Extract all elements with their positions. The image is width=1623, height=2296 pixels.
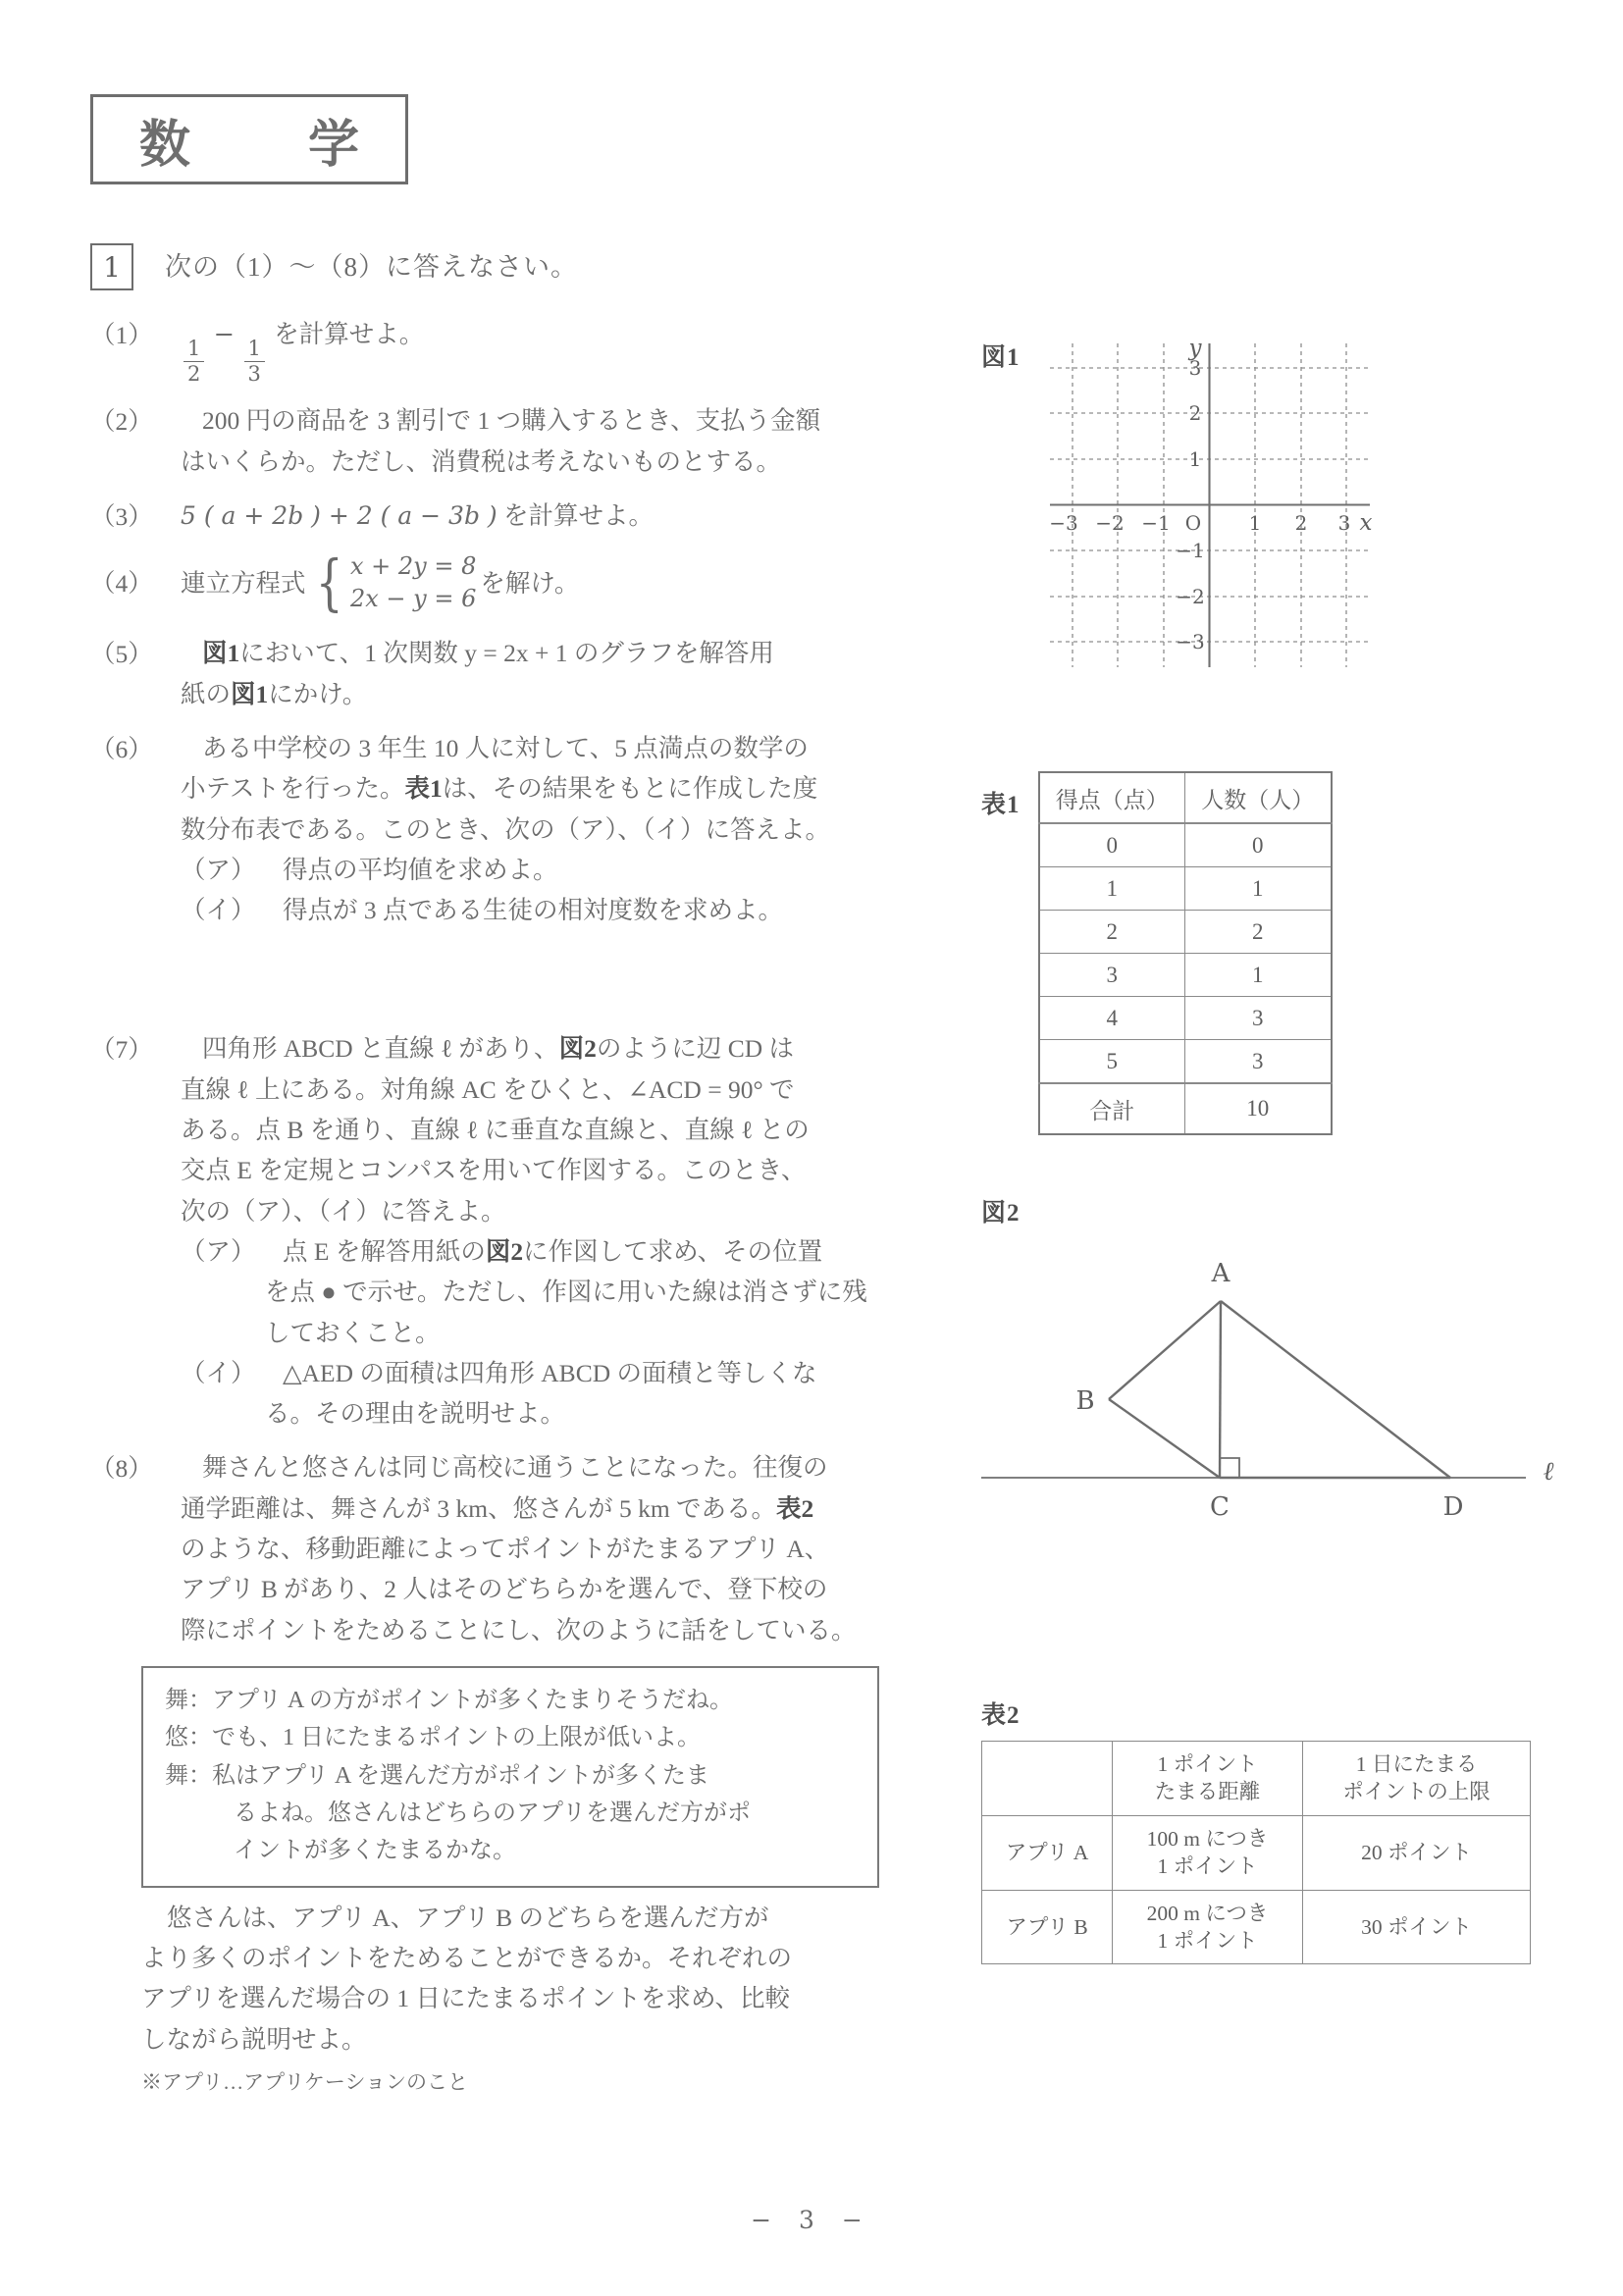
cell-app-distance bbox=[1113, 1890, 1303, 1964]
question-instruction: 次の（1）〜（8）に答えなさい。 bbox=[165, 252, 578, 282]
closing-line-4: しながら説明せよ。 bbox=[141, 2024, 367, 2054]
figure-2-label: 図2 bbox=[981, 1200, 1021, 1226]
sub-body-7-a bbox=[265, 1231, 944, 1353]
equation-system-lead: 連立方程式 bbox=[181, 568, 306, 598]
coordinate-grid-svg bbox=[1038, 334, 1382, 677]
dialogue-3-line-3: イントが多くたまるかな。 bbox=[234, 1838, 516, 1864]
distance-line-2: 1 ポイント bbox=[1157, 1854, 1258, 1879]
fraction-denominator: 2 bbox=[183, 361, 204, 385]
sub-6-a-line-1: 得点の平均値を求めよ。 bbox=[283, 855, 558, 884]
header-distance-line-2: たまる距離 bbox=[1154, 1780, 1261, 1804]
fraction-denominator: 3 bbox=[244, 361, 265, 385]
x-axis-label: x bbox=[1359, 510, 1373, 536]
dialogue-box bbox=[141, 1666, 879, 1888]
page-number: − 3 − bbox=[751, 2206, 872, 2234]
table-2 bbox=[981, 1696, 1531, 1964]
item-label-8: （8） bbox=[90, 1454, 153, 1484]
figure-1 bbox=[981, 334, 1382, 677]
sub-item-6-b bbox=[181, 890, 944, 930]
sub-7-a-line-1: 点 E を解答用紙の図2に作図して求め、その位置 bbox=[283, 1236, 823, 1266]
svg-text:−2: −2 bbox=[1094, 511, 1125, 535]
item-body-8 bbox=[181, 1447, 944, 1649]
table-row bbox=[1039, 823, 1332, 867]
question-item-4 bbox=[90, 547, 944, 619]
minus-operator: − bbox=[213, 320, 236, 349]
item-4-tail: を解け。 bbox=[480, 568, 580, 598]
vertex-label-A: A bbox=[1211, 1259, 1230, 1288]
item-7-line-5: 次の（ア）、（イ）に答えよ。 bbox=[181, 1196, 506, 1226]
sub-body-6-a bbox=[265, 850, 944, 890]
item-6-line-2: 小テストを行った。表1は、その結果をもとに作成した度 bbox=[181, 774, 818, 804]
svg-text:3: 3 bbox=[1337, 511, 1350, 535]
sub-item-6-a bbox=[181, 850, 944, 890]
header-distance-line-1: 1 ポイント bbox=[1157, 1752, 1258, 1776]
question-item-7 bbox=[90, 1028, 944, 1434]
y-axis-label: y bbox=[1188, 336, 1202, 361]
cell-total-label: 合計 bbox=[1039, 1083, 1185, 1134]
dialogue-line-3 bbox=[165, 1757, 860, 1870]
frequency-table bbox=[1038, 771, 1333, 1135]
header-cap-line-2: ポイントの上限 bbox=[1342, 1780, 1491, 1804]
subject-title-box bbox=[90, 94, 408, 184]
item-3-tail: を計算せよ。 bbox=[503, 500, 654, 530]
cell-score: 3 bbox=[1039, 954, 1185, 997]
vertex-label-B: B bbox=[1075, 1386, 1095, 1416]
svg-text:−1: −1 bbox=[1140, 511, 1171, 535]
geometry-diagram bbox=[981, 1234, 1570, 1529]
table-total-row bbox=[1039, 1083, 1332, 1134]
closing-line-2: より多くのポイントをためることができるか。それぞれの bbox=[141, 1944, 793, 1973]
svg-text:1: 1 bbox=[1248, 511, 1261, 535]
questions-column bbox=[90, 314, 944, 2109]
item-7-line-4: 交点 E を定規とコンパスを用いて作図する。このとき、 bbox=[181, 1156, 807, 1185]
figure-1-label: 図1 bbox=[981, 344, 1021, 371]
sub-label-6-b: （イ） bbox=[181, 896, 256, 925]
cell-score: 2 bbox=[1039, 911, 1185, 954]
item-1-tail: を計算せよ。 bbox=[274, 320, 425, 348]
svg-text:O: O bbox=[1184, 511, 1201, 535]
cell-app-distance bbox=[1113, 1815, 1303, 1890]
equation-lines bbox=[350, 550, 476, 615]
header-cap-line-1: 1 日にたまる bbox=[1355, 1752, 1478, 1776]
item-body-1 bbox=[181, 314, 944, 385]
distance-line-1: 200 m につき bbox=[1146, 1901, 1269, 1925]
left-brace-icon: { bbox=[315, 547, 343, 619]
item-label-5: （5） bbox=[90, 640, 153, 669]
figure-2 bbox=[981, 1193, 1570, 1534]
cell-count: 3 bbox=[1185, 1040, 1332, 1084]
dialogue-text-3 bbox=[212, 1757, 860, 1870]
cell-app-name: アプリ A bbox=[982, 1815, 1113, 1890]
item-8-line-4: アプリ B があり、2 人はそのどちらかを選んで、登下校の bbox=[181, 1575, 828, 1604]
coordinate-grid bbox=[1038, 334, 1382, 677]
table-row bbox=[1039, 954, 1332, 997]
table-header-row bbox=[982, 1742, 1531, 1816]
cell-app-cap: 30 ポイント bbox=[1303, 1890, 1531, 1964]
cell-count: 1 bbox=[1185, 954, 1332, 997]
item-body-4 bbox=[181, 547, 944, 619]
closing-line-3: アプリを選んだ場合の 1 日にたまるポイントを求め、比較 bbox=[141, 1984, 790, 2013]
item-7-line-2: 直線 ℓ 上にある。対角線 AC をひくと、∠ACD = 90° で bbox=[181, 1074, 795, 1104]
item-body-7 bbox=[181, 1028, 944, 1434]
sub-7-a-line-2: を点 ● で示せ。ただし、作図に用いた線は消さずに残 bbox=[265, 1278, 867, 1307]
item-label-2: （2） bbox=[90, 407, 153, 437]
table-2-label: 表2 bbox=[981, 1702, 1021, 1729]
sub-7-a-line-3: しておくこと。 bbox=[265, 1318, 441, 1347]
question-item-1 bbox=[90, 314, 944, 385]
item-8-line-5: 際にポイントをためることにし、次のように話をしている。 bbox=[181, 1615, 857, 1644]
sub-6-b-line-1: 得点が 3 点である生徒の相対度数を求めよ。 bbox=[283, 896, 784, 925]
table-header-cap bbox=[1303, 1742, 1531, 1816]
item-5-line-2: 紙の図1にかけ。 bbox=[181, 679, 368, 708]
item-label-6: （6） bbox=[90, 734, 153, 763]
item-body-6 bbox=[181, 728, 944, 930]
item-8-line-2: 通学距離は、舞さんが 3 km、悠さんが 5 km である。表2 bbox=[181, 1493, 814, 1523]
fraction-numerator: 1 bbox=[247, 337, 261, 361]
question-number-box bbox=[90, 243, 133, 290]
dialogue-3-line-1: 私はアプリ A を選んだ方がポイントが多くたま bbox=[212, 1762, 710, 1789]
item-8-line-3: のような、移動距離によってポイントがたまるアプリ A、 bbox=[181, 1535, 830, 1563]
item-2-line-1: 200 円の商品を 3 割引で 1 つ購入するとき、支払う金額 bbox=[202, 406, 821, 436]
item-7-line-3: ある。点 B を通り、直線 ℓ に垂直な直線と、直線 ℓ との bbox=[181, 1116, 810, 1145]
item-6-line-3: 数分布表である。このとき、次の（ア）、（イ）に答えよ。 bbox=[181, 814, 830, 844]
table-header-row bbox=[1039, 772, 1332, 823]
table-row bbox=[1039, 911, 1332, 954]
dialogue-text-2 bbox=[212, 1719, 860, 1756]
question-item-5 bbox=[90, 633, 944, 714]
item-8-line-1: 舞さんと悠さんは同じ高校に通うことになった。往復の bbox=[202, 1453, 828, 1483]
item-7-line-1: 四角形 ABCD と直線 ℓ があり、図2のように辺 CD は bbox=[202, 1034, 795, 1064]
cell-total-value: 10 bbox=[1185, 1083, 1332, 1134]
cell-score: 5 bbox=[1039, 1040, 1185, 1084]
cell-count: 3 bbox=[1185, 997, 1332, 1040]
dialogue-line-2 bbox=[165, 1719, 860, 1756]
svg-text:2: 2 bbox=[1294, 511, 1307, 535]
question-item-6 bbox=[90, 728, 944, 930]
vertex-label-D: D bbox=[1442, 1492, 1464, 1522]
svg-text:−3: −3 bbox=[1048, 511, 1078, 535]
cell-app-name: アプリ B bbox=[982, 1890, 1113, 1964]
distance-line-2: 1 ポイント bbox=[1157, 1928, 1258, 1953]
sub-7-b-line-1: △AED の面積は四角形 ABCD の面積と等しくな bbox=[283, 1358, 817, 1387]
fraction-one-third bbox=[244, 339, 265, 385]
cell-count: 2 bbox=[1185, 911, 1332, 954]
svg-text:1: 1 bbox=[1188, 447, 1201, 471]
dialogue-2-line-1: でも、1 日にたまるポイントの上限が低いよ。 bbox=[212, 1725, 701, 1751]
table-row bbox=[982, 1890, 1531, 1964]
equation-line-1: x + 2y = 8 bbox=[349, 552, 477, 581]
item-label-1: （1） bbox=[90, 321, 153, 349]
sub-label-7-b: （イ） bbox=[181, 1358, 256, 1387]
table-header-count: 人数（人） bbox=[1185, 772, 1332, 823]
vertex-label-C: C bbox=[1210, 1492, 1230, 1522]
dialogue-speaker-2: 悠： bbox=[165, 1725, 212, 1751]
item-2-line-2: はいくらか。ただし、消費税は考えないものとする。 bbox=[181, 446, 782, 476]
item-body-3 bbox=[181, 496, 944, 537]
item-5-line-1: 図1において、1 次関数 y = 2x + 1 のグラフを解答用 bbox=[202, 639, 774, 668]
table-row bbox=[982, 1815, 1531, 1890]
cell-count: 0 bbox=[1185, 823, 1332, 867]
table-header-distance bbox=[1113, 1742, 1303, 1816]
item-label-3: （3） bbox=[90, 501, 153, 531]
svg-text:2: 2 bbox=[1188, 401, 1201, 425]
question-number: 1 bbox=[103, 250, 121, 284]
distance-line-1: 100 m につき bbox=[1146, 1826, 1269, 1851]
spacer bbox=[90, 944, 944, 1028]
table-header-blank bbox=[982, 1742, 1113, 1816]
question-item-2 bbox=[90, 400, 944, 482]
item-body-2 bbox=[181, 400, 944, 482]
sub-7-b-line-2: る。その理由を説明せよ。 bbox=[265, 1399, 566, 1429]
cell-score: 4 bbox=[1039, 997, 1185, 1040]
line-label-ell: ℓ bbox=[1543, 1457, 1554, 1487]
equation-line-2: 2x − y = 6 bbox=[349, 585, 477, 613]
dialogue-speaker-3: 舞： bbox=[165, 1762, 212, 1789]
dialogue-text-1 bbox=[212, 1682, 860, 1719]
table-row bbox=[1039, 867, 1332, 911]
cell-app-cap: 20 ポイント bbox=[1303, 1815, 1531, 1890]
subject-title: 数 学 bbox=[138, 114, 393, 175]
equation-system bbox=[310, 547, 477, 619]
question-item-8 bbox=[90, 1447, 944, 2099]
table-header-score: 得点（点） bbox=[1039, 772, 1185, 823]
svg-text:−1: −1 bbox=[1175, 539, 1205, 562]
footnote: ※アプリ…アプリケーションのこと bbox=[141, 2070, 469, 2095]
svg-text:−2: −2 bbox=[1175, 585, 1205, 608]
cell-count: 1 bbox=[1185, 867, 1332, 911]
dialogue-3-line-2: るよね。悠さんはどちらのアプリを選んだ方がポ bbox=[234, 1800, 752, 1827]
table-row bbox=[1039, 997, 1332, 1040]
algebra-expression: 5 ( a + 2b ) + 2 ( a − 3b ) bbox=[181, 500, 497, 530]
fraction-numerator: 1 bbox=[187, 337, 201, 361]
dialogue-speaker-1: 舞： bbox=[165, 1687, 212, 1713]
sub-item-7-a bbox=[181, 1231, 944, 1353]
closing-paragraph bbox=[141, 1898, 926, 2060]
right-angle-mark bbox=[1220, 1458, 1239, 1478]
table-1-label: 表1 bbox=[981, 792, 1021, 818]
cell-score: 1 bbox=[1039, 867, 1185, 911]
sub-label-6-a: （ア） bbox=[181, 855, 256, 884]
sub-item-7-b bbox=[181, 1353, 944, 1435]
question-item-3 bbox=[90, 496, 944, 537]
svg-text:−3: −3 bbox=[1175, 630, 1205, 653]
app-points-table bbox=[981, 1741, 1531, 1964]
table-1 bbox=[981, 771, 1333, 1135]
table-row bbox=[1039, 1040, 1332, 1084]
fraction-one-half bbox=[183, 339, 204, 385]
item-6-line-1: ある中学校の 3 年生 10 人に対して、5 点満点の数学の bbox=[202, 733, 809, 762]
cell-score: 0 bbox=[1039, 823, 1185, 867]
sub-body-7-b bbox=[265, 1353, 944, 1435]
sub-label-7-a: （ア） bbox=[181, 1236, 256, 1266]
sub-body-6-b bbox=[265, 890, 944, 930]
dialogue-line-1 bbox=[165, 1682, 860, 1719]
svg-text:3: 3 bbox=[1188, 356, 1201, 380]
closing-line-1: 悠さんは、アプリ A、アプリ B のどちらを選んだ方が bbox=[167, 1903, 769, 1932]
item-label-4: （4） bbox=[90, 569, 153, 599]
dialogue-1-line-1: アプリ A の方がポイントが多くたまりそうだね。 bbox=[212, 1687, 734, 1713]
item-body-5 bbox=[181, 633, 944, 714]
item-label-7: （7） bbox=[90, 1035, 153, 1065]
